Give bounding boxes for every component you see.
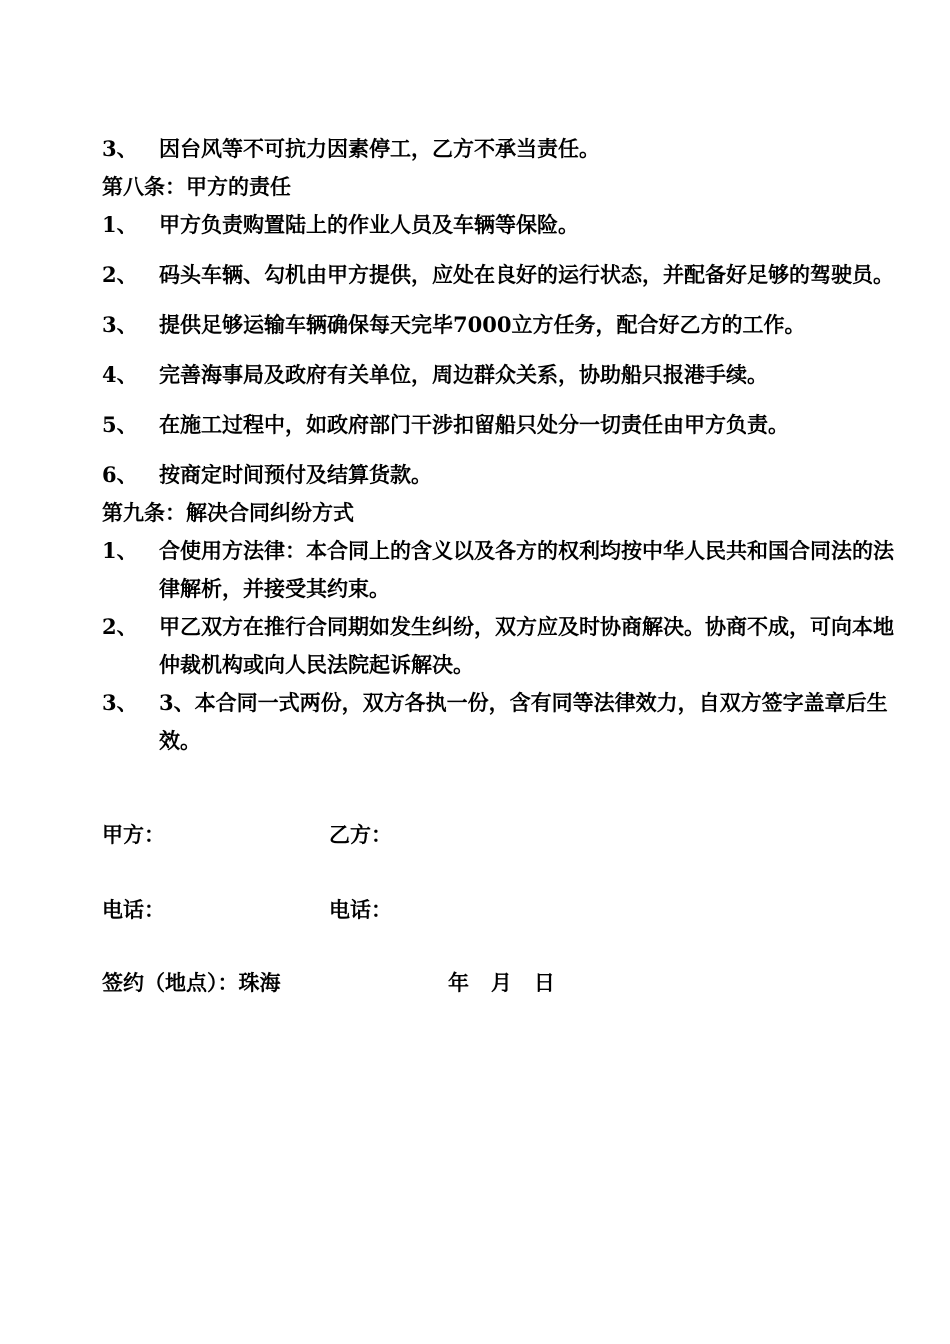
art9-item-3 — [102, 684, 902, 760]
art8-item-3 — [102, 306, 902, 344]
item-text: 因台风等不可抗力因素停工，乙方不承当责任。 — [159, 136, 600, 161]
item-number: 3、 — [102, 312, 138, 337]
signing-place: 签约（地点）：珠海 — [102, 970, 281, 995]
item-text: 完善海事局及政府有关单位，周边群众关系，协助船只报港手续。 — [159, 362, 768, 387]
art7-item-3 — [102, 130, 902, 168]
item-number: 1、 — [102, 212, 138, 237]
article-9-heading: 第九条：解决合同纠纷方式 — [102, 500, 354, 525]
party-a-label: 甲方： — [102, 822, 165, 847]
item-text: 甲乙双方在推行合同期如发生纠纷，双方应及时协商解决。协商不成，可向本地仲裁机构或向人民法院起诉解决。 — [159, 614, 894, 677]
item-number: 3、 — [102, 136, 138, 161]
art8-item-2 — [102, 256, 902, 294]
art8-item-6 — [102, 456, 902, 494]
item-number: 5、 — [102, 412, 138, 437]
item-text: 甲方负责购置陆上的作业人员及车辆等保险。 — [159, 212, 579, 237]
item-number: 2、 — [102, 262, 138, 287]
phone-b-label: 电话： — [329, 897, 392, 922]
art8-item-1 — [102, 206, 902, 244]
item-number: 1、 — [102, 538, 138, 563]
item-text: 提供足够运输车辆确保每天完毕7000立方任务，配合好乙方的工作。 — [159, 312, 806, 337]
art8-item-4 — [102, 356, 902, 394]
item-number: 2、 — [102, 614, 138, 639]
art9-item-1 — [102, 532, 902, 608]
contract-page — [102, 130, 902, 760]
art9-item-2 — [102, 608, 902, 684]
item-text: 按商定时间预付及结算货款。 — [159, 462, 432, 487]
phone-a-label: 电话： — [102, 897, 165, 922]
item-number: 3、 — [102, 690, 138, 715]
item-number: 6、 — [102, 462, 138, 487]
item-text: 合使用方法律：本合同上的含义以及各方的权利均按中华人民共和国合同法的法律解析，并接受其约束。 — [159, 538, 894, 601]
article-8-heading: 第八条：甲方的责任 — [102, 174, 291, 199]
item-text: 在施工过程中，如政府部门干涉扣留船只处分一切责任由甲方负责。 — [159, 412, 789, 437]
party-b-label: 乙方： — [329, 822, 392, 847]
item-number: 4、 — [102, 362, 138, 387]
art8-item-5 — [102, 406, 902, 444]
signing-date: 年 月 日 — [448, 970, 555, 995]
item-text: 码头车辆、勾机由甲方提供，应处在良好的运行状态，并配备好足够的驾驶员。 — [159, 262, 894, 287]
item-text: 3、本合同一式两份，双方各执一份，含有同等法律效力，自双方签字盖章后生效。 — [159, 690, 888, 753]
